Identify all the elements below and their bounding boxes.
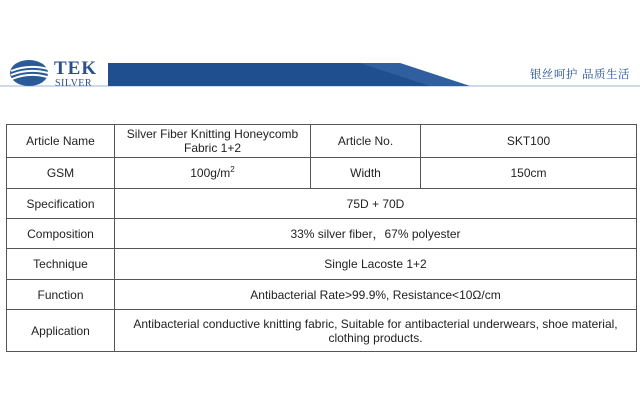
- header-banner: [0, 46, 640, 90]
- label-specification: Specification: [7, 189, 115, 219]
- table-row: [7, 280, 637, 310]
- spec-table: [6, 124, 637, 352]
- value-application: Antibacterial conductive knitting fabric, Suitable for antibacterial underwears, shoe material, clothing products.: [115, 310, 637, 352]
- value-technique: Single Lacoste 1+2: [115, 249, 637, 280]
- value-article-name: Silver Fiber Knitting Honeycomb Fabric 1+2: [115, 125, 311, 158]
- value-gsm-main: 100g/m: [190, 166, 231, 180]
- logo-silver-text: SILVER: [55, 78, 93, 89]
- label-gsm: GSM: [7, 158, 115, 189]
- value-width: 150cm: [421, 158, 637, 189]
- table-row: [7, 189, 637, 219]
- value-function: Antibacterial Rate>99.9%, Resistance<10Ω/cm: [115, 280, 637, 310]
- label-function: Function: [7, 280, 115, 310]
- table-row: [7, 219, 637, 249]
- label-application: Application: [7, 310, 115, 352]
- logo-swoosh-icon: [8, 58, 52, 88]
- value-composition: 33% silver fiber，67% polyester: [115, 219, 637, 249]
- label-width: Width: [311, 158, 421, 189]
- value-article-no: SKT100: [421, 125, 637, 158]
- value-gsm-sup: 2: [230, 165, 235, 174]
- company-logo: [8, 58, 118, 94]
- label-article-no: Article No.: [311, 125, 421, 158]
- table-row: [7, 125, 637, 158]
- label-composition: Composition: [7, 219, 115, 249]
- table-row: [7, 310, 637, 352]
- table-row: [7, 158, 637, 189]
- label-technique: Technique: [7, 249, 115, 280]
- value-specification: 75D + 70D: [115, 189, 637, 219]
- logo-tek-text: TEK: [54, 58, 98, 79]
- label-article-name: Article Name: [7, 125, 115, 158]
- value-gsm: [115, 158, 311, 189]
- table-row: [7, 249, 637, 280]
- brand-tagline: 银丝呵护 品质生活: [529, 67, 630, 81]
